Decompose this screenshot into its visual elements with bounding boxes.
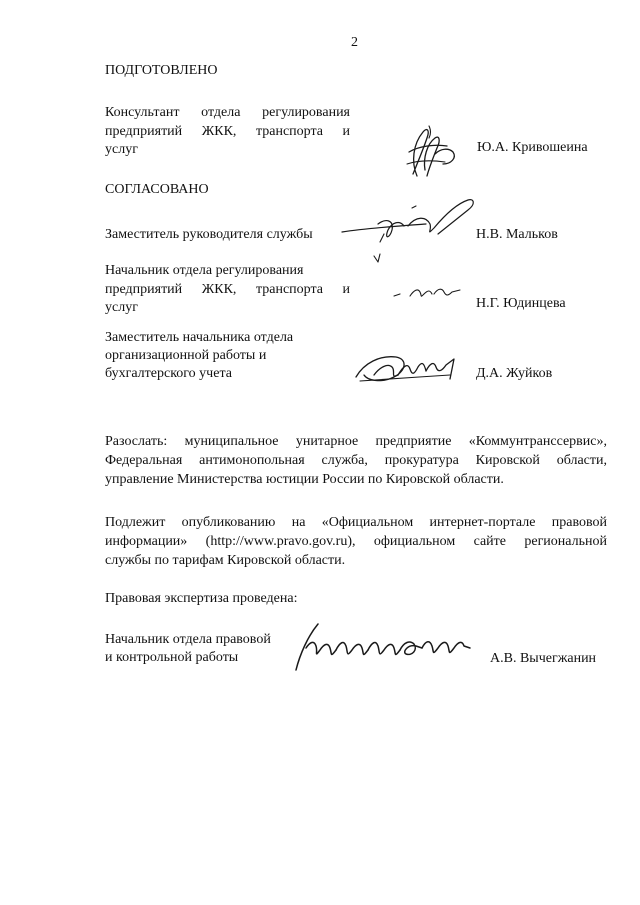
position-line: Консультант отдела регулирования xyxy=(105,105,350,120)
approver-name: Д.А. Жуйков xyxy=(476,366,553,381)
signature-vychegzhanin xyxy=(290,618,475,678)
position-line: Начальник отдела регулирования xyxy=(105,263,304,278)
distribution-line: управление Министерства юстиции России по Кировской области. xyxy=(105,472,504,487)
prepared-name: Ю.А. Кривошеина xyxy=(477,140,588,155)
page-number: 2 xyxy=(351,35,358,50)
distribution-line: Разослать: муниципальное унитарное предприятие «Коммунтранссервис», xyxy=(105,434,607,449)
prepared-heading: ПОДГОТОВЛЕНО xyxy=(105,63,218,78)
publication-line: информации» (http://www.pravo.gov.ru), официальном сайте региональной xyxy=(105,534,607,549)
signature-malkov xyxy=(338,190,483,265)
position-line: предприятий ЖКК, транспорта и xyxy=(105,282,350,297)
distribution-block xyxy=(105,432,607,489)
approved-heading: СОГЛАСОВАНО xyxy=(105,182,209,197)
signature-yudintseva xyxy=(390,282,465,307)
approver-name: Н.Г. Юдинцева xyxy=(476,296,566,311)
position-line: организационной работы и xyxy=(105,348,267,363)
position-line: предприятий ЖКК, транспорта и xyxy=(105,124,350,139)
publication-block xyxy=(105,513,607,570)
signature-kryvosheina xyxy=(395,118,465,188)
approver-position: Заместитель руководителя службы xyxy=(105,227,313,242)
position-line: Заместитель начальника отдела xyxy=(105,330,294,345)
publication-line: Подлежит опубликованию на «Официальном интернет-портале правовой xyxy=(105,515,607,530)
legal-review-name: А.В. Вычегжанин xyxy=(490,651,597,666)
approver-name: Н.В. Мальков xyxy=(476,227,558,242)
signature-zhuikov xyxy=(350,345,465,390)
position-line: Начальник отдела правовой xyxy=(105,632,271,647)
publication-line: службы по тарифам Кировской области. xyxy=(105,553,346,568)
position-line: услуг xyxy=(105,142,138,157)
legal-review-position xyxy=(105,631,271,667)
position-line: бухгалтерского учета xyxy=(105,366,232,381)
legal-review-statement: Правовая экспертиза проведена: xyxy=(105,591,298,606)
prepared-position xyxy=(105,103,350,159)
distribution-line: Федеральная антимонопольная служба, прокуратура Кировской области, xyxy=(105,453,607,468)
position-line: услуг xyxy=(105,300,138,315)
position-line: и контрольной работы xyxy=(105,650,239,665)
approver-position xyxy=(105,262,350,317)
approver-position xyxy=(105,329,293,383)
